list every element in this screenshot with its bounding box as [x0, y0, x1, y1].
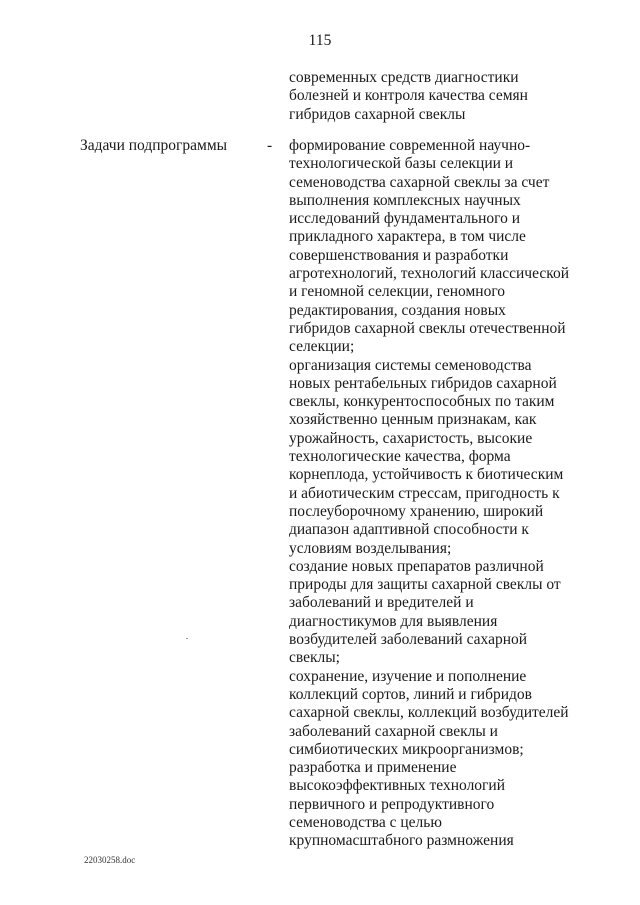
text-line: коллекций сортов, линий и гибридов	[289, 685, 532, 703]
text-line: диагностикумов для выявления	[289, 612, 498, 630]
text-line: разработка и применение	[289, 759, 457, 777]
text-line: и абиотическим стрессам, пригодность к	[289, 484, 560, 502]
text-line: возбудителей заболеваний сахарной	[289, 631, 528, 649]
text-line: редактирования, создания новых	[289, 301, 506, 319]
continuation-text	[289, 69, 589, 124]
text-line: природы для защиты сахарной свеклы от	[289, 576, 561, 594]
text-line: первичного и репродуктивного	[289, 795, 495, 813]
text-line: организация системы семеноводства	[289, 356, 532, 374]
text-line: новых рентабельных гибридов сахарной	[289, 374, 557, 392]
text-line: урожайность, сахаристость, высокие	[289, 429, 533, 447]
text-line: формирование современной научно-	[289, 137, 531, 154]
text-line: болезней и контроля качества семян	[289, 87, 528, 105]
section-label: Задачи подпрограммы	[80, 137, 228, 154]
text-line: исследований фундаментального и	[289, 210, 521, 228]
text-line: семеноводства с целью	[289, 813, 442, 831]
text-line: крупномасштабного размножения	[289, 832, 514, 850]
text-line: сахарной свеклы, коллекций возбудителей	[289, 704, 569, 722]
text-line: технологические качества, форма	[289, 448, 511, 466]
text-line: и геномной селекции, геномного	[289, 283, 506, 301]
text-line: прикладного характера, в том числе	[289, 228, 526, 246]
footer-filename: 22030258.doc	[84, 855, 136, 865]
text-line: заболеваний и вредителей и	[289, 594, 474, 612]
text-line: создание новых препаратов различной	[289, 557, 544, 575]
text-line: диапазон адаптивной способности к	[289, 521, 529, 539]
text-line: послеуборочному хранению, широкий	[289, 502, 544, 520]
text-line: выполнения комплексных научных	[289, 191, 521, 209]
text-line: современных средств диагностики	[289, 69, 519, 86]
scan-speck	[186, 638, 188, 639]
text-line: условиям возделывания;	[289, 539, 452, 557]
text-line: заболеваний сахарной свеклы и	[289, 722, 498, 740]
task-list	[289, 137, 589, 851]
text-line: технологической базы селекции и	[289, 155, 514, 173]
section-dash: -	[267, 137, 273, 154]
text-line: сохранение, изучение и пополнение	[289, 667, 527, 685]
text-line: свеклы;	[289, 649, 340, 667]
text-line: совершенствования и разработки	[289, 246, 509, 264]
text-line: симбиотических микроорганизмов;	[289, 740, 524, 758]
text-line: агротехнологий, технологий классической	[289, 265, 570, 283]
text-line: семеноводства сахарной свеклы за счет	[289, 173, 550, 191]
text-line: высокоэффективных технологий	[289, 777, 506, 795]
text-line: корнеплода, устойчивость к биотическим	[289, 466, 564, 484]
text-line: селекции;	[289, 338, 355, 356]
text-line: гибридов сахарной свеклы	[289, 105, 466, 123]
text-line: гибридов сахарной свеклы отечественной	[289, 319, 566, 337]
page-number: 115	[308, 32, 332, 49]
text-line: свеклы, конкурентоспособных по таким	[289, 393, 555, 411]
text-line: хозяйственно ценным признакам, как	[289, 411, 537, 429]
